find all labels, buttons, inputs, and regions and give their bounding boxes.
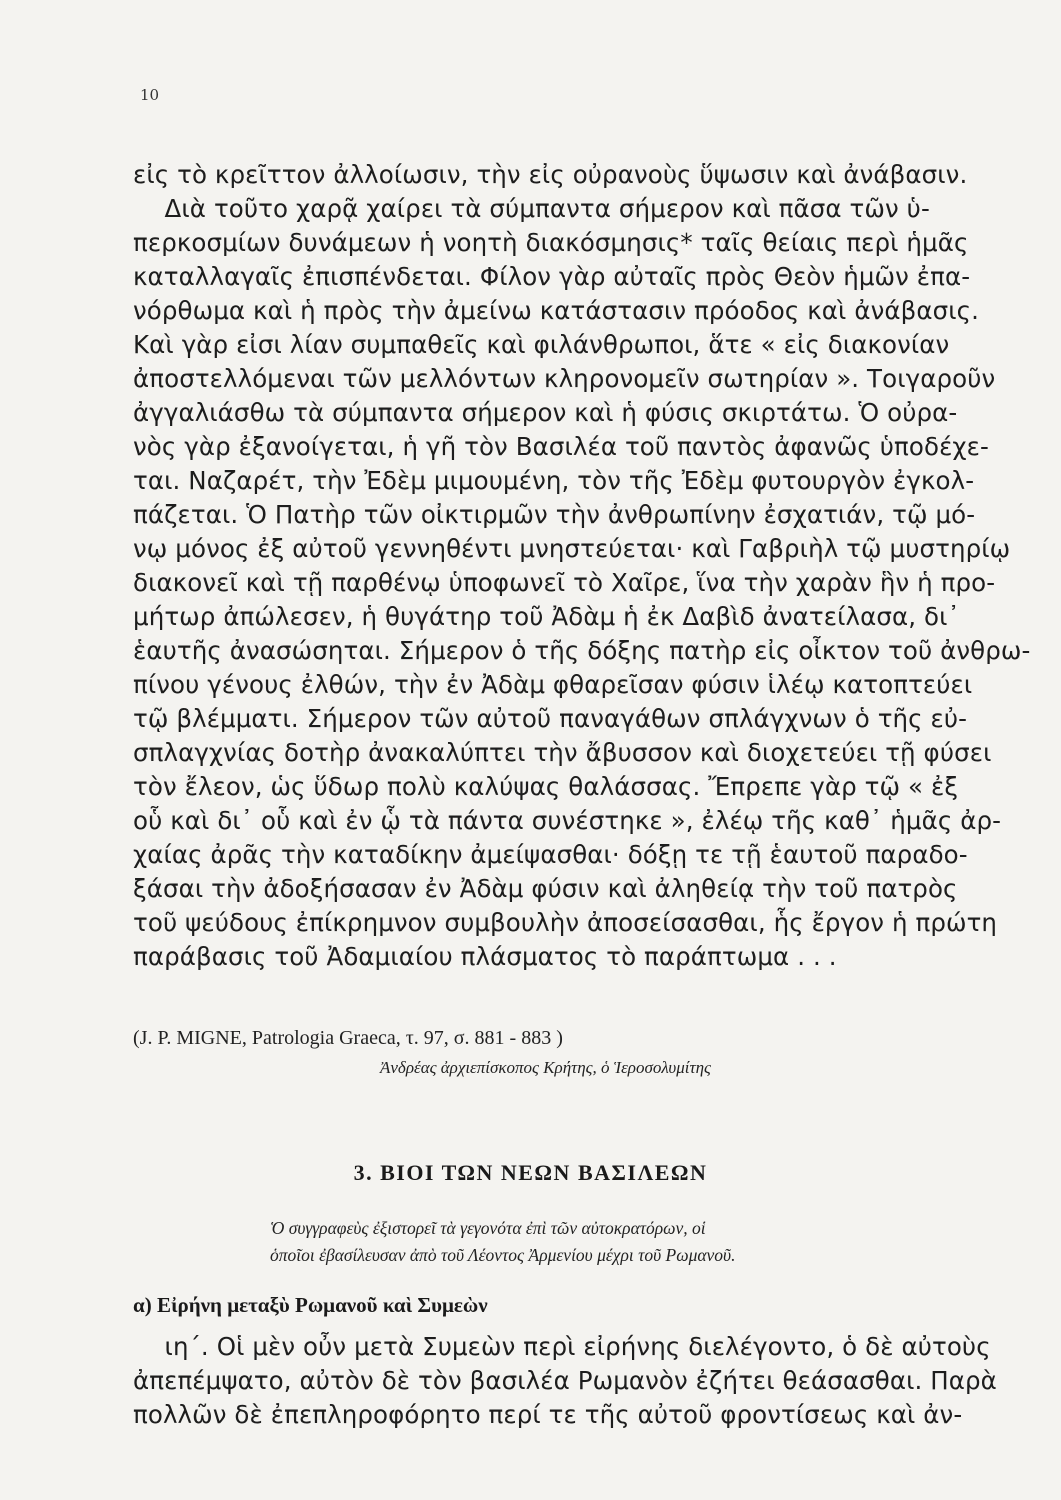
text-line: νόρθωμα καὶ ἡ πρὸς τὴν ἀμείνω κατάστασιν πρόοδος καὶ ἀνάβασις. [133, 296, 979, 325]
text-line: Καὶ γὰρ εἰσι λίαν συμπαθεῖς καὶ φιλάνθρωποι, ἅτε « εἰς διακονίαν [133, 330, 950, 359]
section-summary [270, 1215, 990, 1269]
text-line: ἀπεπέμψατο, αὐτὸν δὲ τὸν βασιλέα Ρωμανὸν ἐζήτει θεάσασθαι. Παρὰ [133, 1366, 997, 1395]
text-line: πάζεται. Ὁ Πατὴρ τῶν οἰκτιρμῶν τὴν ἀνθρωπίνην ἐσχατιάν, τῷ μό- [133, 500, 976, 529]
subsection-text [133, 1330, 997, 1432]
section-heading: 3. ΒΙΟΙ ΤΩΝ ΝΕΩΝ ΒΑΣΙΛΕΩΝ [353, 1160, 708, 1185]
citation-source: (J. P. MIGNE, Patrologia Graeca, τ. 97, σ. 881 - 883 ) [133, 1027, 563, 1049]
page-number: 10 [140, 86, 160, 104]
text-line: ἑαυτῆς ἀνασώσηται. Σήμερον ὁ τῆς δόξης πατὴρ εἰς οἶκτον τοῦ ἀνθρω- [133, 636, 1031, 665]
subsection-heading: α) Εἰρήνη μεταξὺ Ρωμανοῦ καὶ Συμεὼν [133, 1293, 488, 1317]
text-line: ἀγγαλιάσθω τὰ σύμπαντα σήμερον καὶ ἡ φύσις σκιρτάτω. Ὁ οὐρα- [133, 398, 958, 427]
citation-author: Ἀνδρέας ἀρχιεπίσκοπος Κρήτης, ὁ Ἱεροσολυμίτης [380, 1058, 711, 1077]
text-line: διακονεῖ καὶ τῇ παρθένῳ ὑποφωνεῖ τὸ Χαῖρε, ἵνα τὴν χαρὰν ἣν ἡ προ- [133, 568, 996, 597]
summary-line: ὁποῖοι ἐβασίλευσαν ἀπὸ τοῦ Λέοντος Ἀρμενίου μέχρι τοῦ Ρωμανοῦ. [270, 1245, 736, 1265]
text-line: χαίας ἀρᾶς τὴν καταδίκην ἀμείψασθαι· δόξῃ τε τῇ ἑαυτοῦ παραδο- [133, 840, 968, 869]
summary-line: Ὁ συγγραφεὺς ἐξιστορεῖ τὰ γεγονότα ἐπὶ τῶν αὐτοκρατόρων, οἱ [270, 1218, 706, 1238]
text-line: μήτωρ ἀπώλεσεν, ἡ θυγάτηρ τοῦ Ἀδὰμ ἡ ἐκ Δαβὶδ ἀνατείλασα, δι᾽ [133, 602, 960, 631]
text-line: καταλλαγαῖς ἐπισπένδεται. Φίλον γὰρ αὐταῖς πρὸς Θεὸν ἡμῶν ἐπα- [133, 262, 971, 291]
text-line: τὸν ἔλεον, ὡς ὕδωρ πολὺ καλύψας θαλάσσας. Ἔπρεπε γὰρ τῷ « ἐξ [133, 772, 959, 801]
text-line: ἀποστελλόμεναι τῶν μελλόντων κληρονομεῖν σωτηρίαν ». Τοιγαροῦν [133, 364, 996, 393]
text-line: πολλῶν δὲ ἐπεπληροφόρητο περί τε τῆς αὐτοῦ φροντίσεως καὶ ἀν- [133, 1400, 963, 1429]
text-line: εἰς τὸ κρεῖττον ἀλλοίωσιν, τὴν εἰς οὐρανοὺς ὕψωσιν καὶ ἀνάβασιν. [133, 160, 968, 189]
text-line: πίνου γένους ἐλθών, τὴν ἐν Ἀδὰμ φθαρεῖσαν φύσιν ἱλέῳ κατοπτεύει [133, 670, 973, 699]
text-line: ται. Ναζαρέτ, τὴν Ἐδὲμ μιμουμένη, τὸν τῆς Ἐδὲμ φυτουργὸν ἐγκολ- [133, 466, 975, 495]
text-line: σπλαγχνίας δοτὴρ ἀνακαλύπτει τὴν ἄβυσσον καὶ διοχετεύει τῇ φύσει [133, 738, 992, 767]
text-line: οὗ καὶ δι᾽ οὗ καὶ ἐν ᾧ τὰ πάντα συνέστηκε », ἐλέῳ τῆς καθ᾽ ἡμᾶς ἀρ- [133, 806, 1002, 835]
text-line: ξάσαι τὴν ἀδοξήσασαν ἐν Ἀδὰμ φύσιν καὶ ἀληθείᾳ τὴν τοῦ πατρὸς [133, 874, 958, 903]
text-line: παράβασις τοῦ Ἀδαμιαίου πλάσματος τὸ παράπτωμα . . . [133, 942, 837, 971]
text-line: ιη΄. Οἱ μὲν οὖν μετὰ Συμεὼν περὶ εἰρήνης διελέγοντο, ὁ δὲ αὐτοὺς [133, 1332, 991, 1361]
text-line: τῷ βλέμματι. Σήμερον τῶν αὐτοῦ παναγάθων σπλάγχνων ὁ τῆς εὐ- [133, 704, 968, 733]
text-line: νῳ μόνος ἐξ αὐτοῦ γεννηθέντι μνηστεύεται· καὶ Γαβριὴλ τῷ μυστηρίῳ [133, 534, 1011, 563]
text-line: Διὰ τοῦτο χαρᾷ χαίρει τὰ σύμπαντα σήμερον καὶ πᾶσα τῶν ὑ- [133, 194, 930, 223]
text-line: τοῦ ψεύδους ἐπίκρημνον συμβουλὴν ἀποσείσασθαι, ἧς ἔργον ἡ πρώτη [133, 908, 998, 937]
text-line: νὸς γὰρ ἐξανοίγεται, ἡ γῆ τὸν Βασιλέα τοῦ παντὸς ἀφανῶς ὑποδέχε- [133, 432, 989, 461]
main-text [133, 158, 1031, 974]
text-line: περκοσμίων δυνάμεων ἡ νοητὴ διακόσμησις* ταῖς θείαις περὶ ἡμᾶς [133, 228, 969, 257]
